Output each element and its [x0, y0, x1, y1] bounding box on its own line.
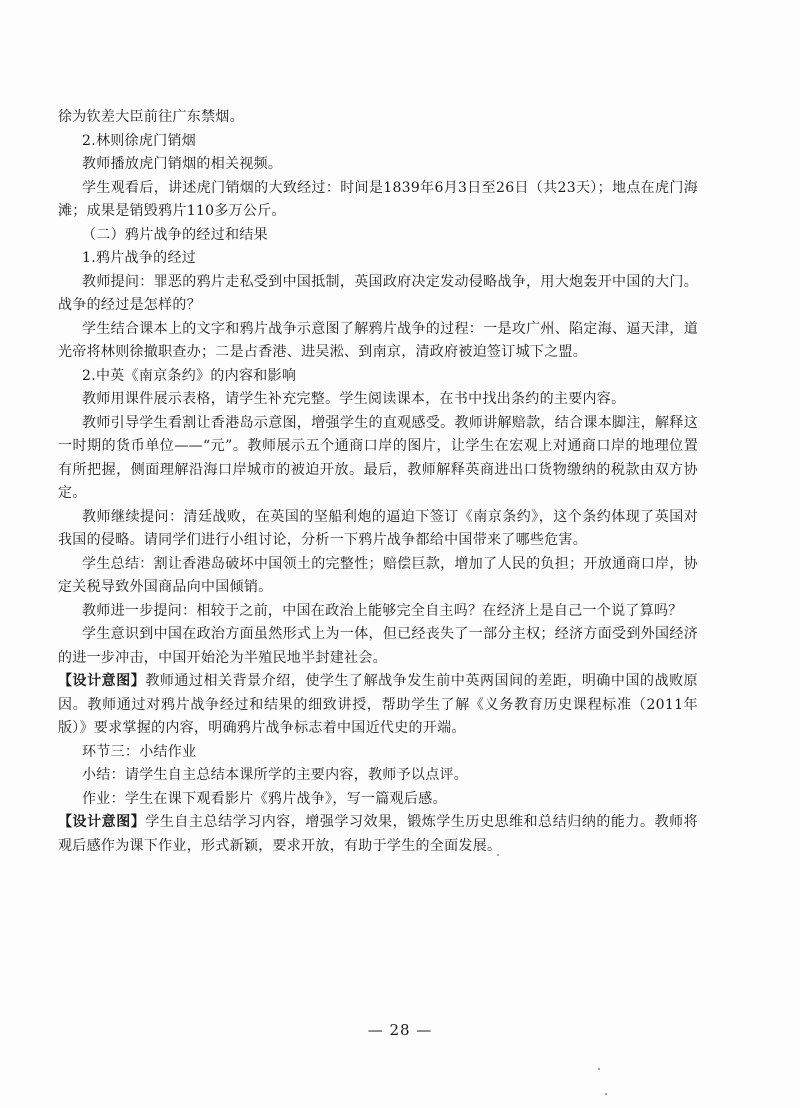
- paragraph-teacher-question-2: 教师继续提问：清廷战败，在英国的坚船利炮的逼迫下签订《南京条约》，这个条约体现了英国对我国的侵略。请同学们进行小组讨论，分析一下鸦片战争都给中国带来了哪些危害。: [58, 508, 698, 548]
- scan-speck: [497, 854, 499, 856]
- paragraph-summary: 小结：请学生自主总结本课所学的主要内容，教师予以点评。: [82, 767, 469, 783]
- design-intent-text: 学生自主总结学习内容，增强学习效果，锻炼学生历史思维和总结归纳的能力。教师将观后感作为课下作业，形式新颖，要求开放，有助于学生的全面发展。: [58, 814, 698, 854]
- section-heading-war-course-result: （二）鸦片战争的经过和结果: [82, 226, 268, 243]
- paragraph-video: 教师播放虎门销烟的相关视频。: [82, 156, 283, 172]
- scan-speck: [605, 1093, 607, 1095]
- section-heading-war-course: 1.鸦片战争的经过: [82, 250, 197, 266]
- paragraph-student-summary: 学生总结：割让香港岛破坏中国领土的完整性；赔偿巨款，增加了人民的负担；开放通商口岸，协定关税导致外国商品向中国倾销。: [58, 555, 698, 595]
- section-heading-summary-homework: 环节三：小结作业: [82, 743, 197, 760]
- paragraph-teacher-question-1: 教师提问：罪恶的鸦片走私受到中国抵制，英国政府决定发动侵略战争，用大炮轰开中国的大门。战争的经过是怎样的？: [58, 273, 698, 313]
- paragraph-student-process: 学生结合课本上的文字和鸦片战争示意图了解鸦片战争的过程：一是攻广州、陷定海、逼天津，道光帝将林则徐撤职查办；二是占香港、进吴淞、到南京，清政府被迫签订城下之盟。: [58, 320, 698, 360]
- paragraph-intro-continuation: 徐为钦差大臣前往广东禁烟。: [58, 109, 244, 125]
- paragraph-hongkong-map: 教师引导学生看割让香港岛示意图，增强学生的直观感受。教师讲解赔款，结合课本脚注，解释这一时期的货币单位——“元”。教师展示五个通商口岸的图片，让学生在宏观上对通商口岸的地理位置有所把握，侧面理解沿海口岸城市的被迫开放。最后，教师解释英商进出口货物缴纳的税款由双方协定。: [58, 414, 698, 501]
- scan-speck: [598, 1068, 600, 1070]
- paragraph-humen-summary: 学生观看后，讲述虎门销烟的大致经过：时间是1839年6月3日至26日（共23天）；地点在虎门海滩；成果是销毁鸦片110多万公斤。: [58, 179, 698, 219]
- page-content: [58, 106, 698, 858]
- section-heading-humen: 2.林则徐虎门销烟: [82, 132, 197, 149]
- paragraph-teacher-question-3: 教师进一步提问：相较于之前，中国在政治上能够完全自主吗？在经济上是自己一个说了算吗？: [82, 602, 683, 619]
- paragraph-design-intent-1: [58, 670, 698, 741]
- paragraph-student-realization: 学生意识到中国在政治方面虽然形式上为一体，但已经丧失了一部分主权；经济方面受到外国经济的进一步冲击，中国开始沦为半殖民地半封建社会。: [58, 626, 698, 666]
- paragraph-design-intent-2: [58, 811, 698, 858]
- design-intent-text: 教师通过相关背景介绍，使学生了解战争发生前中英两国间的差距，明确中国的战败原因。教师通过对鸦片战争经过和结果的细致讲授，帮助学生了解《义务教育历史课程标准（2011年版）》要求掌握的内容，明确鸦片战争标志着中国近代史的开端。: [58, 673, 698, 736]
- page-number: — 28 —: [367, 1021, 433, 1039]
- paragraph-courseware: 教师用课件展示表格，请学生补充完整。学生阅读课本，在书中找出条约的主要内容。: [82, 391, 626, 407]
- paragraph-homework: 作业：学生在课下观看影片《鸦片战争》，写一篇观后感。: [82, 790, 447, 807]
- design-intent-tag: 【设计意图】: [58, 673, 146, 689]
- design-intent-tag: 【设计意图】: [58, 814, 146, 830]
- section-heading-treaty: 2.中英《南京条约》的内容和影响: [82, 367, 297, 384]
